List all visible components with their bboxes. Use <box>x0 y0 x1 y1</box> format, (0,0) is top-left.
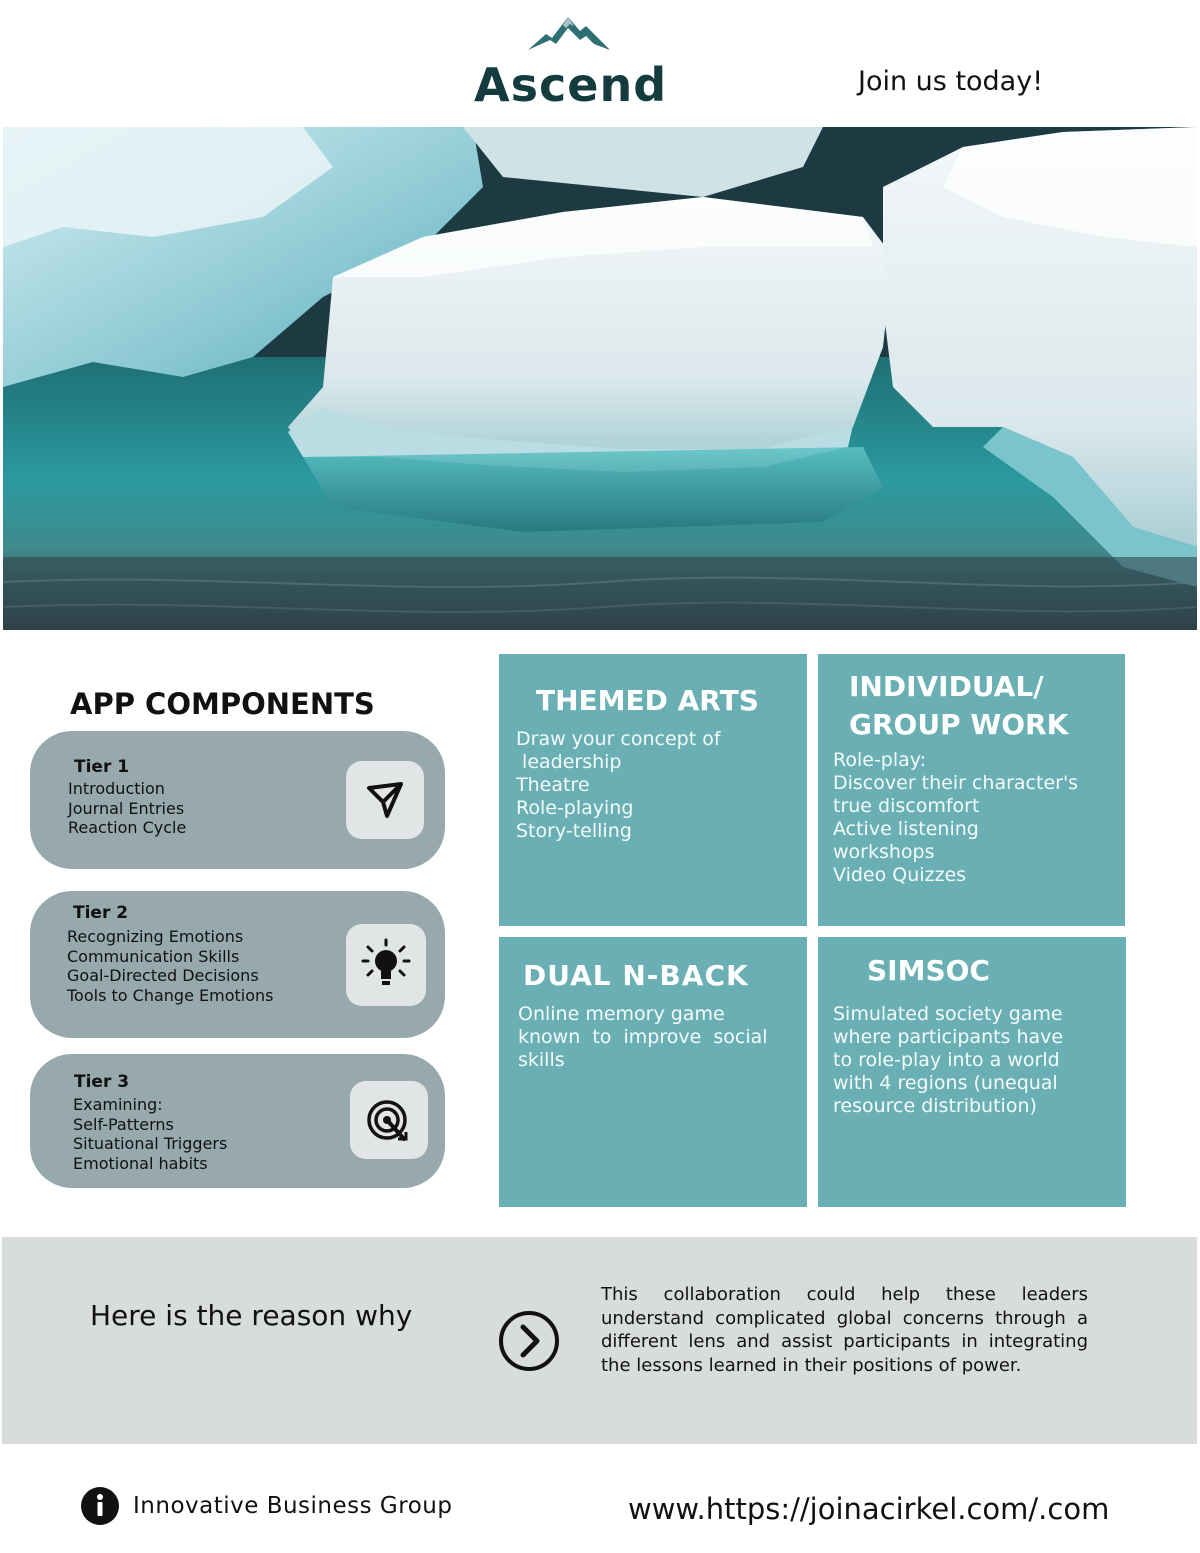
tier-item: Introduction <box>68 779 165 798</box>
simsoc-tile[interactable] <box>818 937 1126 1207</box>
chevron-right-circle-icon[interactable] <box>497 1309 561 1373</box>
tile-line: with 4 regions (unequal <box>833 1072 1058 1094</box>
tile-line: Theatre <box>516 774 590 796</box>
tier-item: Tools to Change Emotions <box>67 985 274 1005</box>
website-link[interactable]: www.https://joinacirkel.com/.com <box>628 1492 1110 1526</box>
tier-items <box>73 1095 227 1173</box>
tier-item: Emotional habits <box>73 1153 208 1173</box>
themed-arts-tile[interactable] <box>499 654 807 926</box>
target-icon <box>350 1081 428 1159</box>
tier-item: Recognizing Emotions <box>67 927 244 946</box>
tier-items <box>68 779 186 838</box>
tier-3-card[interactable] <box>30 1054 445 1188</box>
mountain-logo-icon <box>528 14 610 54</box>
tile-line: skills <box>518 1049 565 1071</box>
tier-heading: Tier 2 <box>73 903 129 923</box>
tile-line: Discover their character's <box>833 772 1079 794</box>
tile-line: Role-playing <box>516 797 634 819</box>
tile-title-line: INDIVIDUAL/ <box>849 670 1044 703</box>
send-icon <box>346 761 424 839</box>
tile-body <box>516 728 721 843</box>
app-components-heading: APP COMPONENTS <box>70 687 375 721</box>
tier-heading: Tier 3 <box>74 1072 130 1092</box>
tier-items <box>67 927 273 1005</box>
tile-line: to role-play into a world <box>833 1049 1060 1071</box>
tier-item: Reaction Cycle <box>68 818 187 837</box>
tile-line: Role-play: <box>833 749 927 771</box>
tile-line: Online memory game <box>518 1003 725 1025</box>
tile-line: Draw your concept of <box>516 728 721 750</box>
tile-title: THEMED ARTS <box>536 684 759 717</box>
iceberg-hero-image <box>3 127 1197 630</box>
tile-line: leadership <box>516 751 622 773</box>
tier-1-card[interactable] <box>30 731 445 869</box>
tile-title <box>849 668 1068 744</box>
individual-group-work-tile[interactable] <box>818 654 1125 926</box>
tile-body <box>833 1003 1063 1118</box>
reason-heading: Here is the reason why <box>90 1299 413 1332</box>
dual-n-back-tile[interactable] <box>499 937 807 1207</box>
tier-item: Goal-Directed Decisions <box>67 966 259 985</box>
join-tagline[interactable]: Join us today! <box>858 66 1044 97</box>
tile-line: Active listening <box>833 818 979 840</box>
tile-body <box>833 749 1078 887</box>
tile-line: resource distribution) <box>833 1095 1037 1117</box>
tile-title: SIMSOC <box>867 954 990 987</box>
tile-body <box>518 1003 768 1072</box>
tile-line: true discomfort <box>833 795 980 817</box>
info-icon <box>80 1486 120 1526</box>
tier-item: Examining: <box>73 1095 163 1114</box>
tile-title: DUAL N-BACK <box>523 959 749 992</box>
tile-title-line: GROUP WORK <box>849 708 1069 741</box>
tile-line: Video Quizzes <box>833 864 967 886</box>
tier-item: Situational Triggers <box>73 1134 228 1153</box>
lightbulb-icon <box>346 924 426 1006</box>
tier-item: Communication Skills <box>67 946 240 966</box>
brand-name: Ascend <box>474 58 668 112</box>
tile-line: where participants have <box>833 1026 1064 1048</box>
tile-line: known to improve social <box>518 1026 768 1048</box>
reason-paragraph: This collaboration could help these leaders understand complicated global concerns through a different lens and assist participants in integrating the lessons learned in their positions of power. <box>601 1284 1088 1376</box>
tier-2-card[interactable] <box>30 891 445 1038</box>
tier-heading: Tier 1 <box>74 757 130 777</box>
organization-name: Innovative Business Group <box>133 1493 453 1519</box>
tier-item: Self-Patterns <box>73 1114 174 1134</box>
tile-line: Story-telling <box>516 820 632 842</box>
tile-line: Simulated society game <box>833 1003 1063 1025</box>
tier-item: Journal Entries <box>68 798 185 818</box>
tile-line: workshops <box>833 841 935 863</box>
